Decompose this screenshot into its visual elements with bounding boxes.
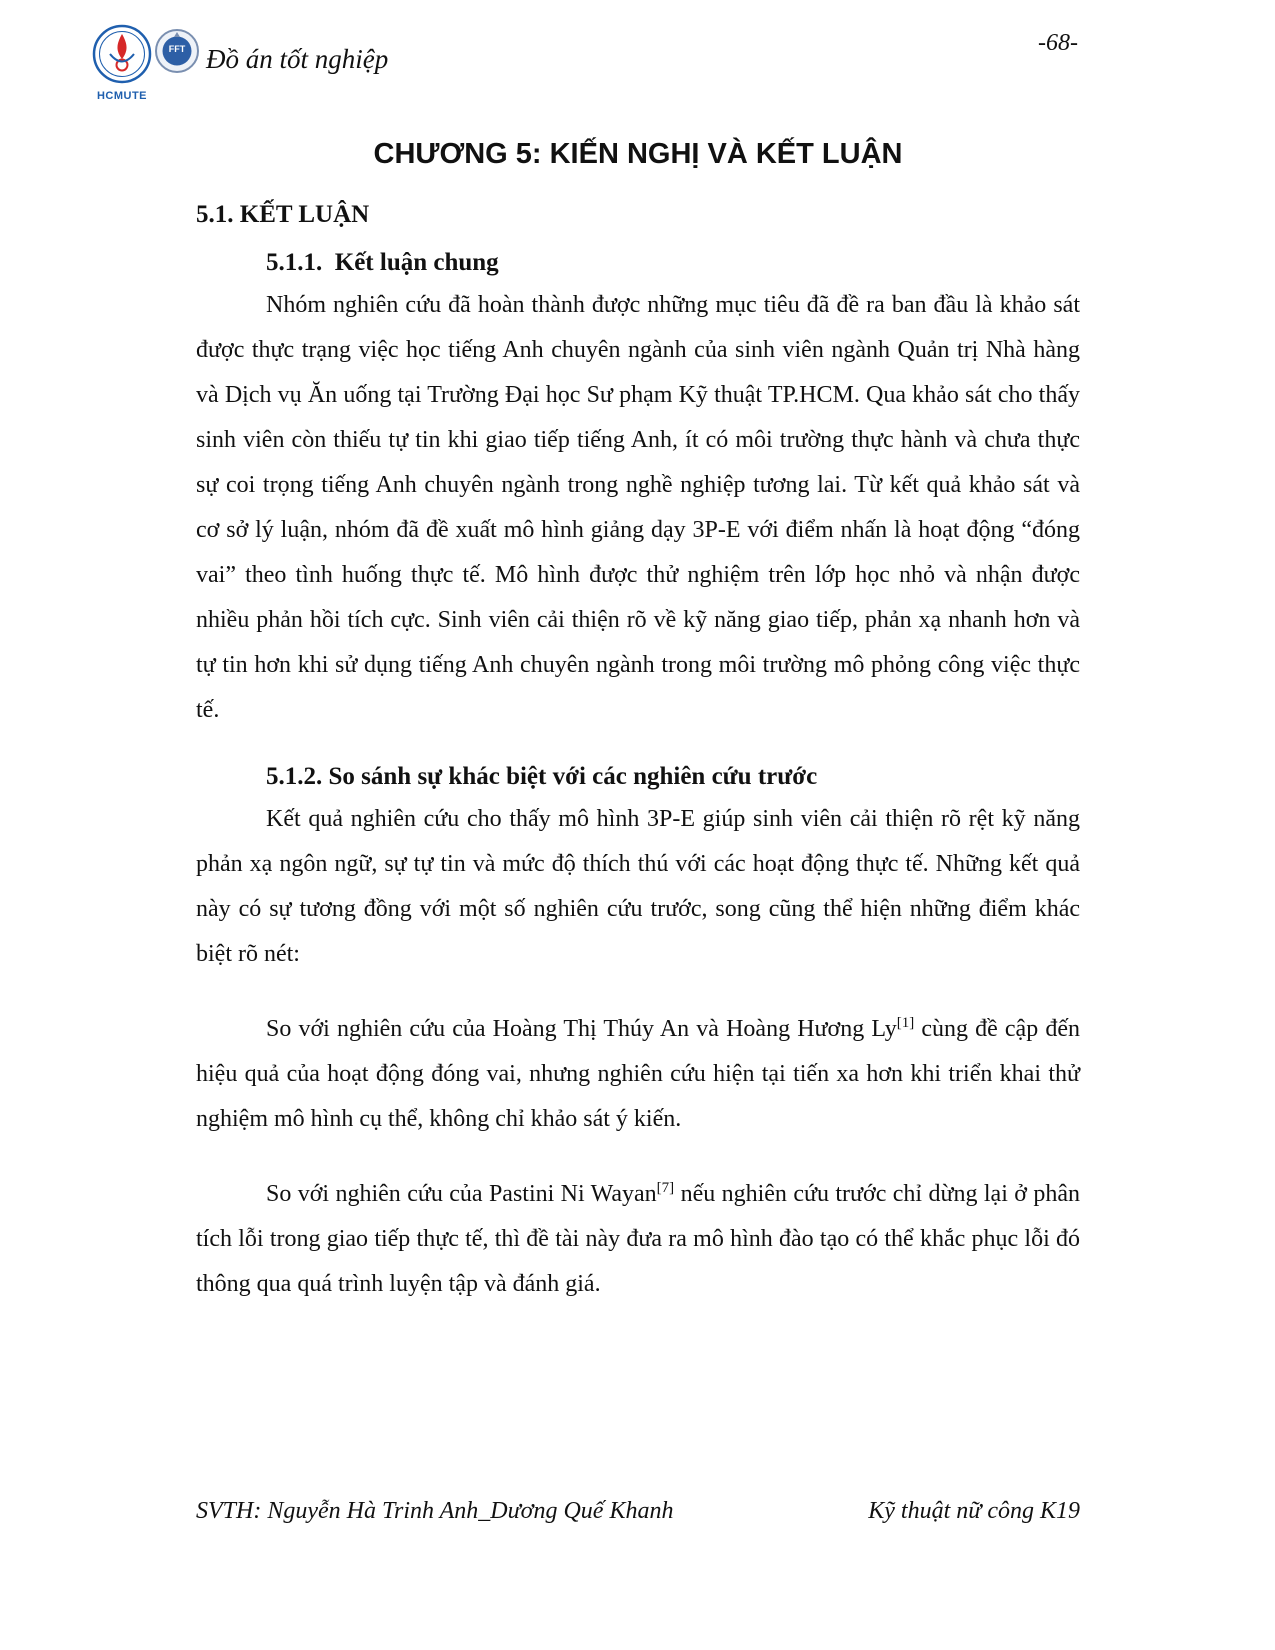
comparison-1-text-after: cùng đề cập đến hiệu quả của hoạt động đóng vai, nhưng nghiên cứu hiện tại tiến xa hơn khi triển khai thử nghiệm mô hình cụ thể, không chỉ khảo sát ý kiến. bbox=[196, 1016, 1080, 1132]
hcmute-logo-label: HCMUTE bbox=[96, 90, 148, 102]
document-body bbox=[196, 138, 1080, 1307]
paragraph-comparison-intro: Kết quả nghiên cứu cho thấy mô hình 3P-E giúp sinh viên cải thiện rõ rệt kỹ năng phản xạ ngôn ngữ, sự tự tin và mức độ thích thú với các hoạt động thực tế. Những kết quả này có sự tương đồng với một số nghiên cứu trước, song cũng thể hiện những điểm khác biệt rõ nét: bbox=[196, 806, 1080, 967]
page-number: -68- bbox=[1038, 30, 1078, 56]
paragraph-comparison-1 bbox=[196, 1007, 1080, 1142]
hcmute-logo-icon bbox=[92, 24, 152, 84]
citation-ref-7: [7] bbox=[656, 1180, 675, 1196]
section-5-1-heading: 5.1. KẾT LUẬN bbox=[196, 201, 370, 228]
section-5-1-2-heading: 5.1.2. So sánh sự khác biệt với các nghiên cứu trước bbox=[266, 763, 818, 790]
page-header bbox=[90, 24, 1080, 114]
hcmute-logo bbox=[90, 24, 154, 102]
citation-ref-1: [1] bbox=[896, 1015, 915, 1031]
paragraph-general-conclusion: Nhóm nghiên cứu đã hoàn thành được những mục tiêu đã đề ra ban đầu là khảo sát được thực trạng việc học tiếng Anh chuyên ngành của sinh viên ngành Quản trị Nhà hàng và Dịch vụ Ăn uống tại Trường Đại học Sư phạm Kỹ thuật TP.HCM. Qua khảo sát cho thấy sinh viên còn thiếu tự tin khi giao tiếp tiếng Anh, ít có môi trường thực hành và chưa thực sự coi trọng tiếng Anh chuyên ngành trong nghề nghiệp tương lai. Từ kết quả khảo sát và cơ sở lý luận, nhóm đã đề xuất mô hình giảng dạy 3P-E với điểm nhấn là hoạt động “đóng vai” theo tình huống thực tế. Mô hình được thử nghiệm trên lớp học nhỏ và nhận được nhiều phản hồi tích cực. Sinh viên cải thiện rõ về kỹ năng giao tiếp, phản xạ nhanh hơn và tự tin hơn khi sử dụng tiếng Anh chuyên ngành trong môi trường mô phỏng công việc thực tế. bbox=[196, 292, 1080, 723]
comparison-1-text-before: So với nghiên cứu của Hoàng Thị Thúy An và Hoàng Hương Ly bbox=[266, 1016, 897, 1042]
fft-logo bbox=[154, 28, 200, 74]
chapter-title: CHƯƠNG 5: KIẾN NGHỊ VÀ KẾT LUẬN bbox=[373, 138, 903, 170]
fft-logo-label: FFT bbox=[168, 44, 186, 54]
comparison-2-text-before: So với nghiên cứu của Pastini Ni Wayan bbox=[266, 1181, 657, 1207]
comparison-2-text-after: nếu nghiên cứu trước chỉ dừng lại ở phân tích lỗi trong giao tiếp thực tế, thì đề tài này đưa ra mô hình đào tạo có thể khắc phục lỗi đó thông qua quá trình luyện tập và đánh giá. bbox=[196, 1181, 1080, 1297]
paragraph-comparison-2 bbox=[196, 1172, 1080, 1307]
page-footer bbox=[196, 1498, 1080, 1525]
footer-class-label: Kỹ thuật nữ công K19 bbox=[868, 1498, 1080, 1524]
doc-title: Đồ án tốt nghiệp bbox=[206, 44, 389, 74]
footer-student-names: SVTH: Nguyễn Hà Trinh Anh_Dương Quế Khanh bbox=[196, 1498, 674, 1524]
section-5-1-1-heading: 5.1.1. Kết luận chung bbox=[266, 249, 499, 276]
